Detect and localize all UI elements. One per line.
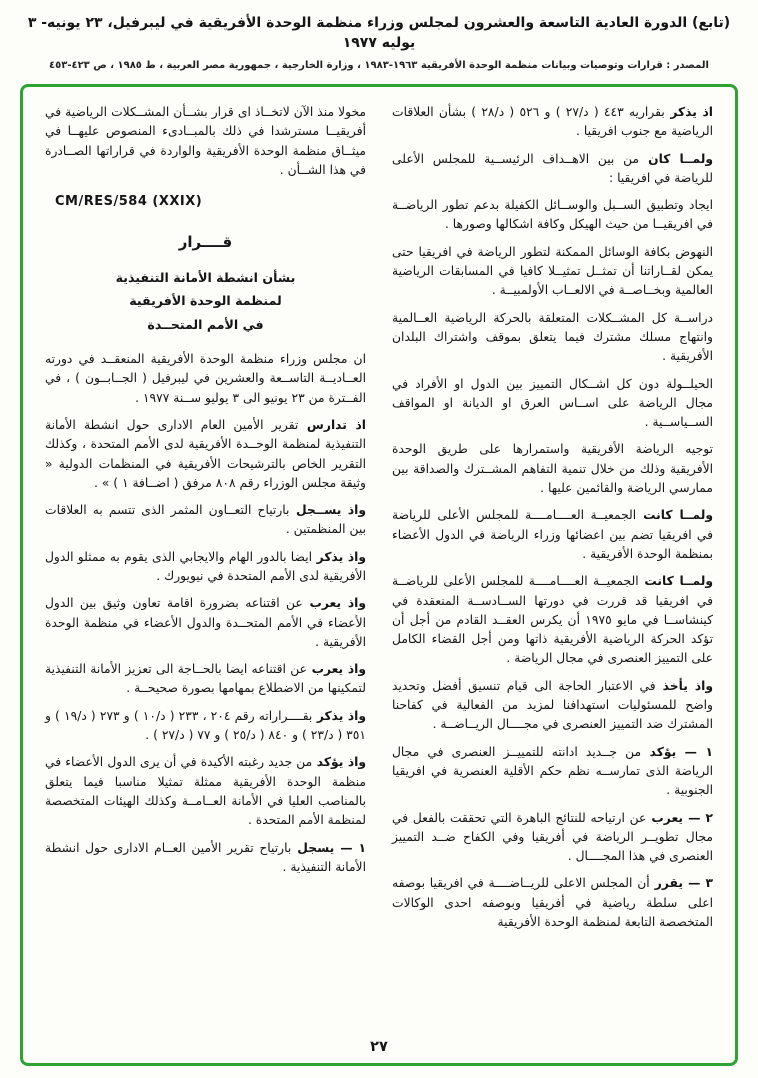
paragraph-text: عن اقتناعه ايضا بالحــاجة الى تعزيز الأمانة التنفيذية لتمكينها من الاضطلاع بمهامها بصورة صحيحــة . xyxy=(45,662,366,696)
paragraph-text: من جديد رغبته الأكيدة في أن يرى الدول الأعضاء في منظمة الوحدة الأفريقية ممثلة تمثيلا مناسبا فيما يتعلق بالمناصب العليا في الأمانة العــامــة وكذلك الهيئات المتخصصة لمنظمة الأمم المتحدة . xyxy=(45,755,366,828)
paragraph xyxy=(392,440,713,498)
paragraph-lead: ولمــا كانت xyxy=(636,508,713,523)
paragraph xyxy=(392,809,713,867)
paragraph xyxy=(392,243,713,301)
page-frame xyxy=(20,84,738,1066)
paragraph xyxy=(392,309,713,367)
resolution-subtitle-line: لمنظمة الوحدة الأفريقية xyxy=(129,293,282,309)
resolution-reference: CM/RES/584 (XXIX) xyxy=(55,194,203,210)
paragraph-text: عن اقتناعه بضرورة اقامة تعاون وثيق بين الدول الأعضاء في الأمم المتحــدة والدول الأعضاء في منظمة الوحدة الأفريقية . xyxy=(45,596,366,649)
paragraph xyxy=(392,196,713,235)
paragraph xyxy=(392,572,713,668)
paragraph-text: ان مجلس وزراء منظمة الوحدة الأفريقية المنعقــد في دورته العــاديــة التاســعة والعشرين في ليبرفيل ( الجــابــون ) ، في الفــترة من ٢٣ يونيو الى ٣ يوليو ســنة ١٩٧٧ . xyxy=(45,352,366,405)
paragraph xyxy=(392,150,713,189)
paragraph-text: الحيلــولة دون كل اشــكال التمييز بين الدول او الأفراد في مجال الرياضة على اســاس العرق او الديانة او المواقف الســياســية . xyxy=(392,376,713,430)
paragraph-text: النهوض بكافة الوسائل الممكنة لتطور الرياضة في افريقيا حتى يمكن لقــاراتنا أن تمثــل تمثيــلا كافيا في المسابقات الرياضية العالمية وبخــاصــة في الالعــاب الأولمبيــة . xyxy=(392,244,713,298)
page-number: ٢٧ xyxy=(370,1039,388,1055)
paragraph xyxy=(45,416,366,493)
paragraph-lead: اذ تدارس xyxy=(298,417,366,432)
paragraph-text: الجمعيــة العــــامــــة للمجلس الأعلى للرياضة في افريقيا تضم بين اعضائها وزراء الرياضة في الدول الأعضاء بمنظمة الوحدة الأفريقية . xyxy=(392,508,713,561)
resolution-subtitle-line: بشأن انشطة الأمانة التنفيذية xyxy=(115,270,296,286)
paragraph-lead: واذ يأخذ xyxy=(655,678,713,693)
paragraph-lead: واذ يســجل xyxy=(289,503,366,518)
paragraph-text: بارتياح تقرير الأمين العــام الادارى حول انشطة الأمانة التنفيذية . xyxy=(45,840,366,874)
paragraph xyxy=(45,103,366,180)
paragraph-text: الجمعيــة العــــامــــة للمجلس الأعلى للرياضــة في افريقيا قد قررت في دورتها الســادســة المنعقدة في كينشاســا في مايو ١٩٧٥ أن يكرس العقــد القادم من أجل أن تؤكد الحركة الرياضية الأفريقية ذاتها ومن أجل القضاء الكامل على التمييز العنصرى في مجال الرياضة . xyxy=(392,574,713,666)
resolution-body xyxy=(45,350,366,877)
paragraph-lead: اذ يذكر xyxy=(664,105,714,119)
paragraph-text: في الاعتبار الحاجة الى قيام تنسيق أفضل وتحديد واضح للمسئوليات استهدافنا لمزيد من الفعالية في كفاحنا المشترك ضد التمييز العنصرى في مجــــال الريــاضــة . xyxy=(392,678,713,732)
paragraph-text: بقراريه ٤٤٣ ( د/٢٧ ) و ٥٢٦ ( د/٢٨ ) بشأن العلاقات الرياضية مع جنوب افريقيا . xyxy=(392,105,713,139)
column-right xyxy=(392,103,713,1033)
paragraph-lead: واذ يعرب xyxy=(306,662,367,677)
paragraph xyxy=(45,707,366,746)
paragraph xyxy=(45,594,366,652)
paragraph xyxy=(45,753,366,830)
paragraph-text: بارتياح التعــاون المثمر الذى تتسم به العلاقات بين المنظمتين . xyxy=(45,503,366,537)
paragraph-text: بقــــراراته رقم ٢٠٤ ، ٢٣٣ ( د/١٠ ) و ٢٧٣ ( د/١٩ ) و ٣٥١ ( د/٢٣ ) و ٨٤٠ ( د/٢٥ ) و ٧٧ ( د/٢٧ ) . xyxy=(45,708,366,743)
paragraph-text: من بين الاهــداف الرئيســية للمجلس الأعلى للرياضة في افريقيا : xyxy=(392,151,713,185)
resolution-subtitle-line: في الأمم المتحــدة xyxy=(147,316,264,332)
paragraph-lead: ولمــا كانت xyxy=(638,574,714,589)
paragraph-text: مخولا منذ الآن لاتخــاذ اى قرار بشــأن المشــكلات الرياضية في أفريقيــا مسترشدا في ذلك بالمبــادىء المنصوص عليهــا في ميثــاق منظمة الوحدة الأفريقية والواردة في قراراتها الصــادرة في هذا الشــأن . xyxy=(45,105,366,177)
paragraph-lead: واذ يذكر xyxy=(312,708,367,723)
header-session-title: (تابع) الدورة العادية التاسعة والعشرون لمجلس وزراء منظمة الوحدة الأفريقية في ليبرفيل، ٢٣ يونيه- ٣ يوليه ١٩٧٧ xyxy=(27,15,731,51)
paragraph-lead: ١ — يؤكد xyxy=(641,744,713,759)
paragraph xyxy=(392,375,713,433)
paragraph-lead: واذ يؤكد xyxy=(312,755,366,770)
document-header xyxy=(0,14,758,71)
paragraph xyxy=(392,743,713,801)
header-source-note: المصدر : قرارات وتوصيات وبيانات منظمة الوحدة الأفريقية ١٩٦٣-١٩٨٣ ، وزارة الخارجية ، جمهورية مصر العربية ، ط ١٩٨٥ ، ص ٤٢٣-٤٥٣ xyxy=(49,60,709,72)
text-columns xyxy=(23,87,735,1063)
resolution-title: قــــرار xyxy=(178,232,233,251)
paragraph-lead: ١ — يسجل xyxy=(291,840,367,855)
paragraph-text: ايضا بالدور الهام والايجابي الذى يقوم به ممثلو الدول الأفريقية لدى الأمم المتحدة في نيويورك . xyxy=(45,549,366,583)
paragraph-text: من جــديد ادانته للتمييــز العنصرى في مجال الرياضة الذى تمارســه نظم حكم الأقلية العنصرية في افريقيا الجنوبية . xyxy=(392,744,713,798)
paragraph xyxy=(45,350,366,408)
paragraph-lead: ولمــا كان xyxy=(639,151,714,166)
paragraph xyxy=(392,677,713,735)
paragraph-lead: واذ يعرب xyxy=(302,596,367,611)
paragraph xyxy=(45,501,366,540)
paragraph-lead: واذ يذكر xyxy=(312,549,366,564)
paragraph-lead: ٢ — يعرب xyxy=(646,810,713,825)
column-left xyxy=(45,103,366,1033)
paragraph xyxy=(45,548,366,587)
resolution-subtitle xyxy=(45,266,366,336)
paragraph-lead: ٣ — يقرر xyxy=(649,876,713,891)
paragraph xyxy=(45,660,366,699)
paragraph-text: عن ارتياحه للنتائج الباهرة التي تحققت بالفعل في مجال تطويــر الرياضة في أفريقيا وفي الكفاح ضــد التمييز العنصرى في هذا المجــــال . xyxy=(392,810,713,864)
paragraph xyxy=(392,874,713,932)
paragraph xyxy=(392,506,713,564)
paragraph xyxy=(45,839,366,878)
paragraph xyxy=(392,103,713,142)
paragraph-text: تقرير الأمين العام الادارى حول انشطة الأمانة التنفيذية لمنظمة الوحــدة الأفريقية لدى الأمم المتحدة ، وكذلك التقرير الخاص بالترشيحات الأفريقية في المنظمات الدولية « وثيقة مجلس الوزراء رقم ٨٠٨ مرفق ( اضــافة ١ ) » . xyxy=(45,417,366,490)
paragraph-text: دراســة كل المشــكلات المتعلقة بالحركة الرياضية العــالمية وانتهاج مسلك مشترك فيما يتعلق بموقف واشتراك البلدان الأفريقية . xyxy=(392,310,713,364)
paragraph-text: توجيه الرياضة الأفريقية واستمرارها على طريق الوحدة الأفريقية وذلك من خلال تنمية التفاهم المشــترك والصداقة بين ممارسي الرياضة والقائمين عليها . xyxy=(392,442,713,496)
continuation-text xyxy=(45,103,366,180)
paragraph-text: ايجاد وتطبيق الســبل والوســائل الكفيلة بدعم تطور الرياضــة في افريقيــا من حيث الهيكل وكافة اشكالها وصورها . xyxy=(392,198,713,232)
paragraph-text: أن المجلس الاعلى للريــاضــــة في افريقيا بوصفه اعلى سلطة رياضية في أفريقيا وبوصفه احدى الوكالات المتخصصة التابعة لمنظمة الوحدة الأفريقية xyxy=(392,876,713,929)
